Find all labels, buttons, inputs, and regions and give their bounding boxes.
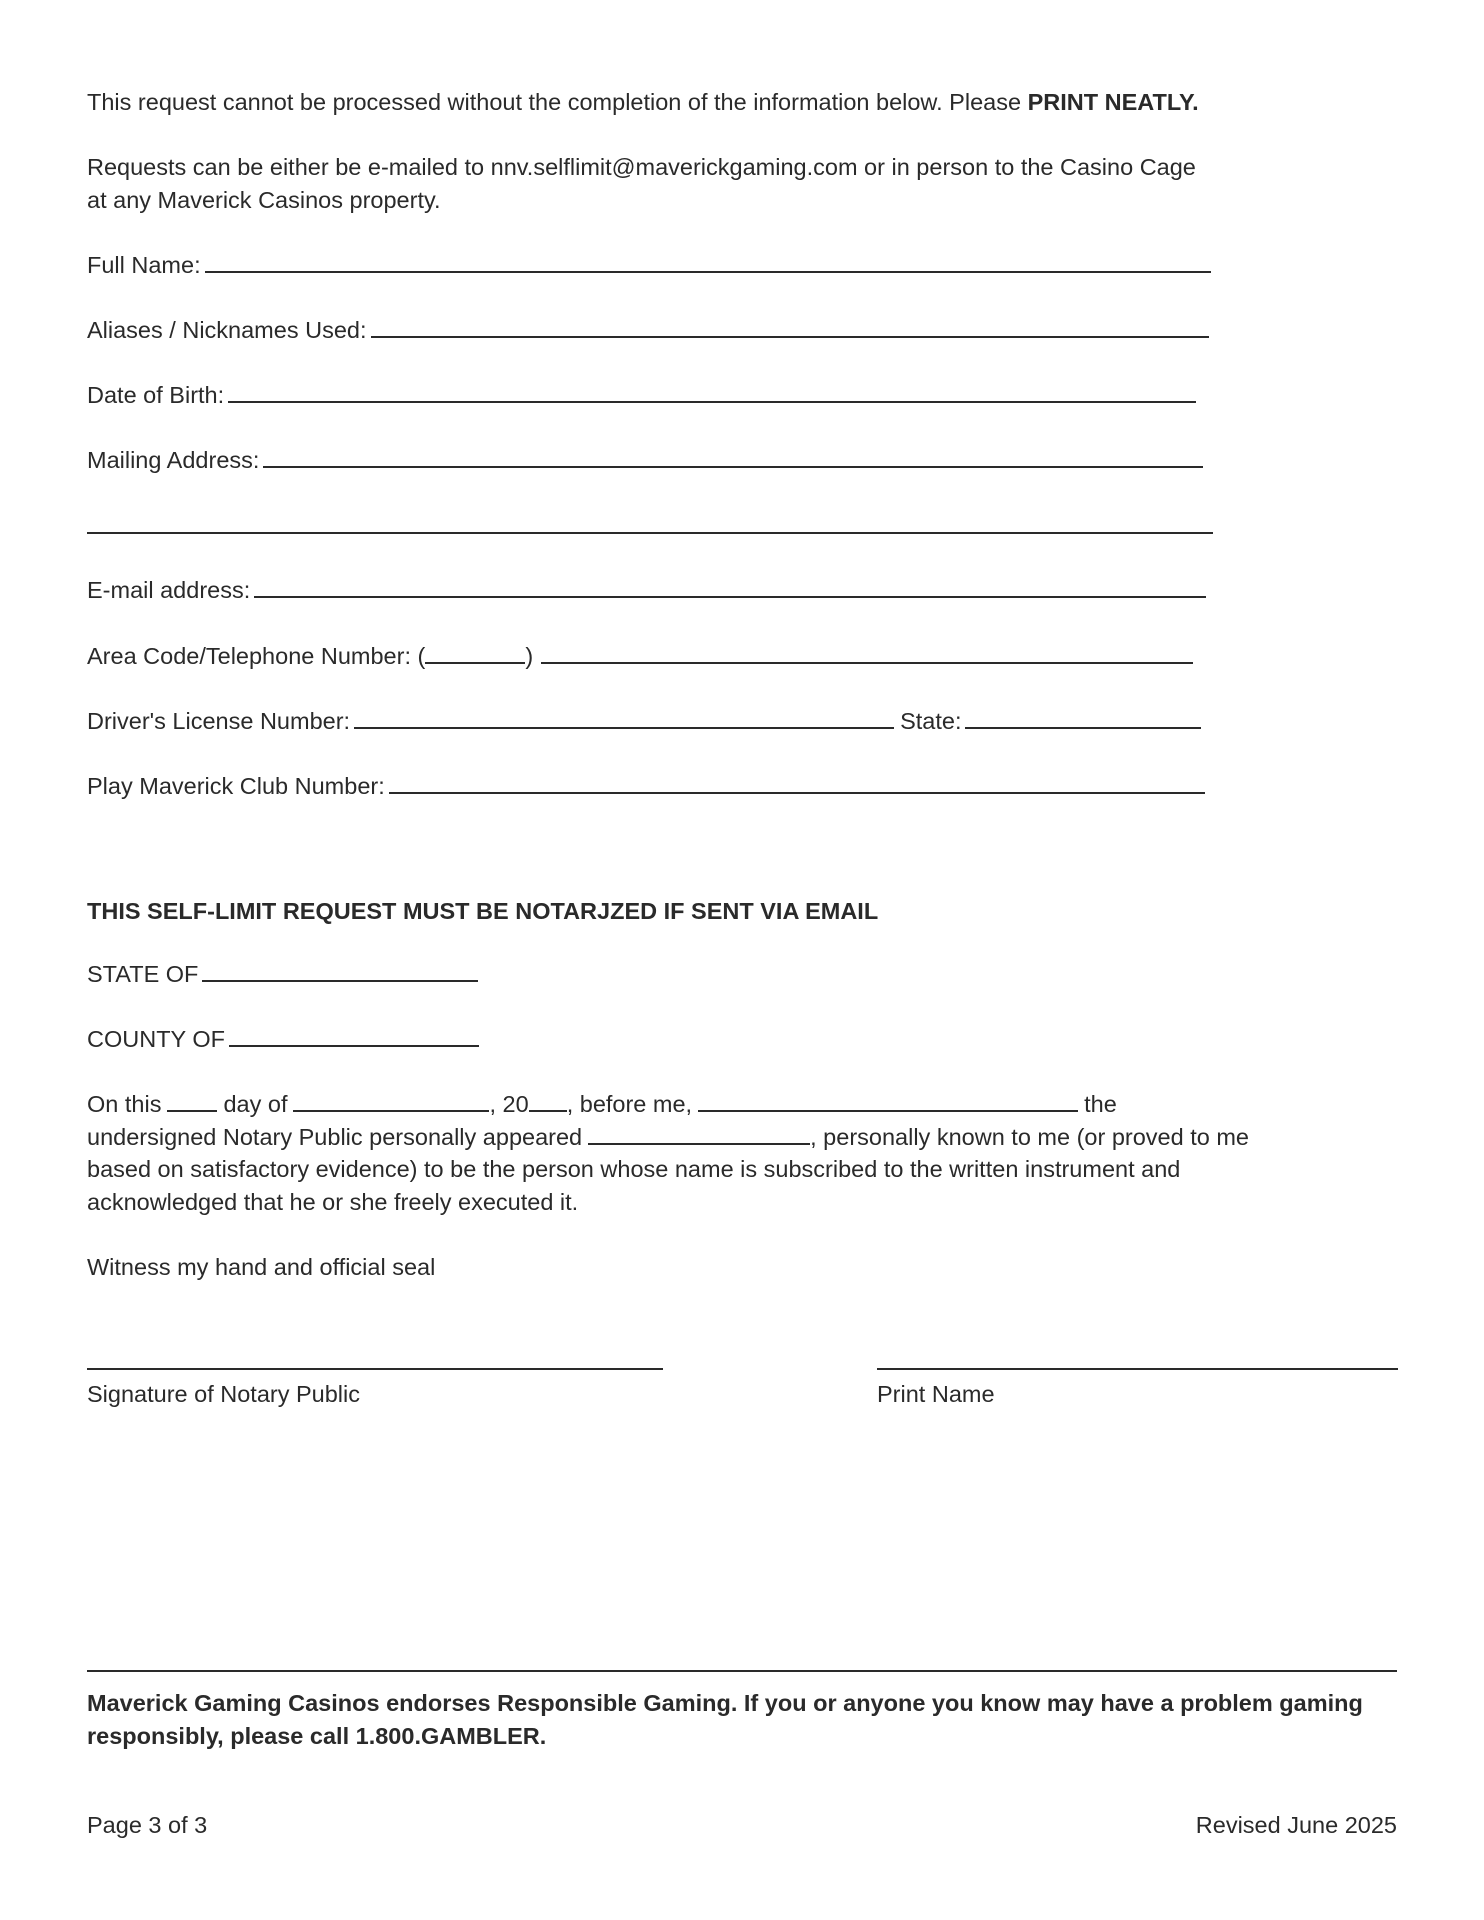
print-neatly-text: PRINT NEATLY. [1027,89,1199,115]
state-of-field[interactable] [202,960,478,982]
state-field[interactable] [965,707,1201,729]
full-name-row [87,249,1211,282]
aliases-field[interactable] [371,316,1209,338]
dob-field[interactable] [228,381,1196,403]
drivers-license-field[interactable] [354,707,894,729]
aliases-label: Aliases / Nicknames Used: [87,317,367,343]
intro-text: This request cannot be processed without the completion of the information below. Please [87,89,1028,115]
club-number-row [87,770,1205,803]
club-number-field[interactable] [389,772,1205,794]
mailing-address-label: Mailing Address: [87,447,260,473]
area-code-field[interactable] [425,642,525,664]
signature-label: Signature of Notary Public [87,1381,361,1407]
full-name-label: Full Name: [87,252,201,278]
appeared-name-field[interactable] [588,1123,810,1145]
notary-para-line-1 [87,1088,1117,1121]
revised-date: Revised June 2025 [1195,1812,1397,1838]
page-number: Page 3 of 3 [87,1812,208,1838]
aliases-row [87,314,1209,347]
the-text: the [1084,1091,1117,1117]
intro-line-1 [87,86,1199,119]
state-of-row [87,958,478,991]
state-label: State: [900,708,962,734]
year-prefix-text: , 20 [489,1091,529,1117]
footer-divider [87,1670,1397,1672]
drivers-license-row [87,705,1201,738]
county-of-label: COUNTY OF [87,1026,225,1052]
notary-heading: THIS SELF-LIMIT REQUEST MUST BE NOTARJZED IF SENT VIA EMAIL [87,898,879,924]
phone-row [87,640,1193,673]
county-of-row [87,1023,479,1056]
appeared-text: undersigned Notary Public personally appeared [87,1124,583,1150]
state-of-label: STATE OF [87,961,199,987]
phone-label: Area Code/Telephone Number: ( [87,643,426,669]
club-number-label: Play Maverick Club Number: [87,773,385,799]
year-field[interactable] [529,1090,567,1112]
mailing-address-field[interactable] [263,446,1203,468]
notary-para-line-4: acknowledged that he or she freely executed it. [87,1189,579,1215]
day-field[interactable] [167,1090,217,1112]
phone-number-field[interactable] [541,642,1193,664]
witness-text: Witness my hand and official seal [87,1254,436,1280]
responsible-line-1: Maverick Gaming Casinos endorses Responsible Gaming. If you or anyone you know may have a problem gaming [87,1690,1363,1716]
intro-line-3: at any Maverick Casinos property. [87,187,441,213]
print-name-line[interactable] [877,1368,1398,1370]
phone-paren: ) [525,643,534,669]
notary-name-field[interactable] [698,1090,1078,1112]
mailing-address-field-line-2[interactable] [87,532,1213,534]
county-of-field[interactable] [229,1025,479,1047]
before-me-text: , before me, [566,1091,693,1117]
month-field[interactable] [293,1090,489,1112]
dob-label: Date of Birth: [87,382,225,408]
email-row [87,574,1206,607]
email-label: E-mail address: [87,577,251,603]
personally-known-text: , personally known to me (or proved to me [810,1124,1249,1150]
email-field[interactable] [254,576,1206,598]
day-of-text: day of [223,1091,288,1117]
notary-signature-line[interactable] [87,1368,663,1370]
on-this-text: On this [87,1091,162,1117]
print-name-label: Print Name [877,1381,995,1407]
mailing-address-row [87,444,1203,477]
responsible-line-2: responsibly, please call 1.800.GAMBLER. [87,1723,547,1749]
full-name-field[interactable] [205,251,1211,273]
intro-line-2: Requests can be either be e-mailed to nnv.selflimit@maverickgaming.com or in person to the Casino Cage [87,154,1196,180]
notary-para-line-2 [87,1121,1249,1154]
dob-row [87,379,1196,412]
notary-para-line-3: based on satisfactory evidence) to be the person whose name is subscribed to the written instrument and [87,1156,1181,1182]
drivers-license-label: Driver's License Number: [87,708,351,734]
